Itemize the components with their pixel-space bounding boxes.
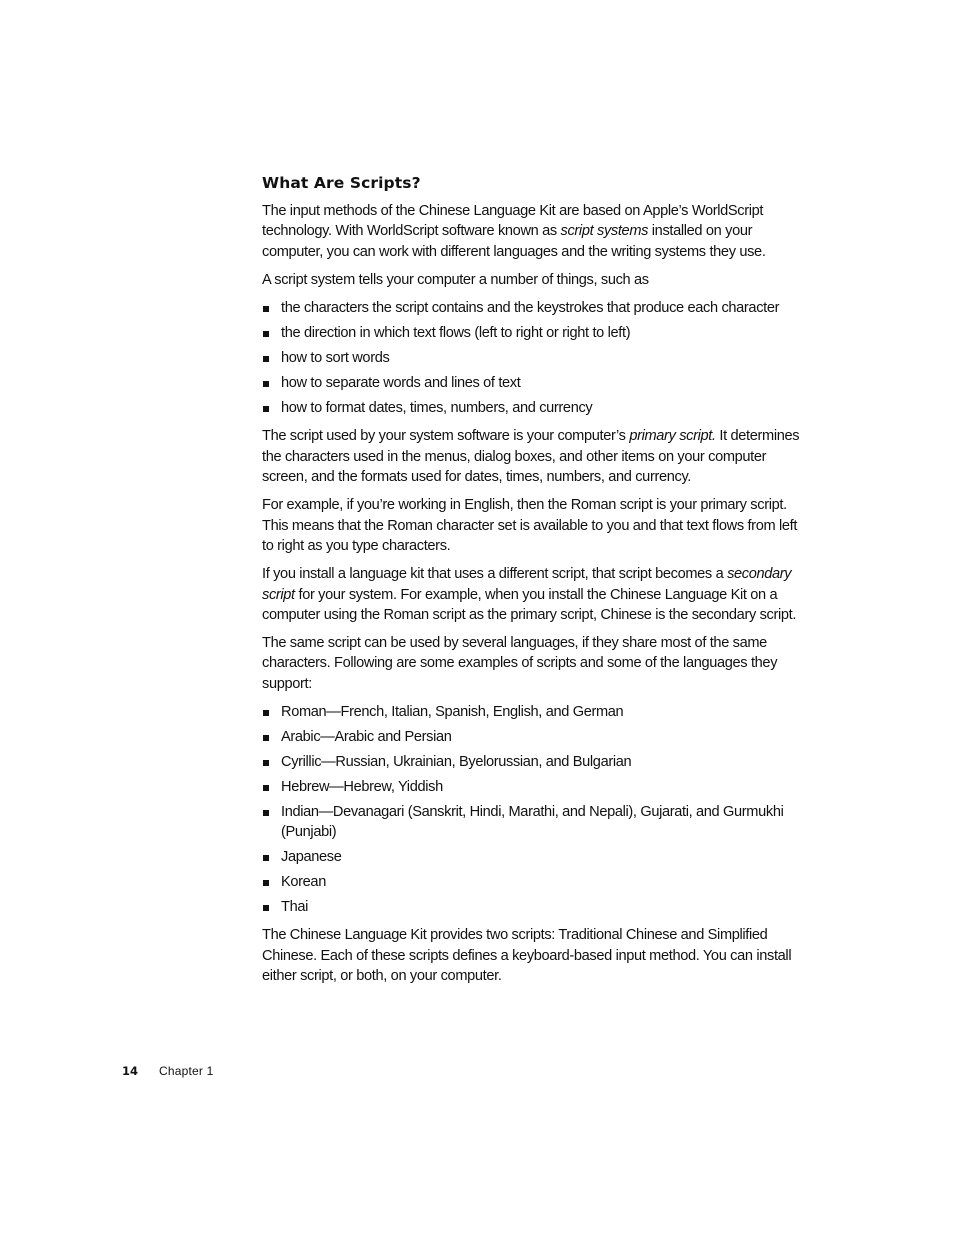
- list-item: Cyrillic—Russian, Ukrainian, Byelorussian, and Bulgarian: [262, 752, 807, 772]
- list-item: the characters the script contains and the keystrokes that produce each character: [262, 298, 807, 318]
- bullet-square-icon: [263, 331, 269, 337]
- list-item: Arabic—Arabic and Persian: [262, 727, 807, 747]
- bullet-square-icon: [263, 785, 269, 791]
- paragraph-text: The input methods of the Chinese Language Kit are based on Apple’s WorldScript technology. With WorldScript software known as: [262, 203, 764, 240]
- paragraph-text: installed on your computer, you can work with different languages and the writing systems they use.: [262, 223, 766, 260]
- page-footer: [122, 1063, 214, 1079]
- paragraph-intro: [262, 201, 807, 262]
- bullet-square-icon: [263, 406, 269, 412]
- paragraph-script-system: A script system tells your computer a number of things, such as: [262, 271, 649, 288]
- bullet-square-icon: [263, 735, 269, 741]
- section-heading: What Are Scripts?: [262, 174, 421, 192]
- paragraph-chinese-kit: The Chinese Language Kit provides two scripts: Traditional Chinese and Simplified Chinese. Each of these scripts defines a keyboard-based input method. You can install either script, or both, on your computer.: [262, 927, 792, 985]
- page-content: [262, 173, 807, 994]
- paragraph-example-english: For example, if you’re working in English, then the Roman script is your primary script. This means that the Roman character set is available to you and that text flows from left to right as you type characters.: [262, 497, 798, 554]
- paragraph-text: If you install a language kit that uses a different script, that script becomes a: [262, 566, 728, 583]
- bullet-square-icon: [263, 710, 269, 716]
- list-item: Roman—French, Italian, Spanish, English, and German: [262, 702, 807, 722]
- paragraph-shared-scripts: The same script can be used by several languages, if they share most of the same characters. Following are some examples of scripts and some of the languages they support:: [262, 635, 778, 692]
- term-secondary-script: secondary script: [262, 566, 792, 603]
- bullet-square-icon: [263, 810, 269, 816]
- paragraph-primary-script: [262, 426, 807, 487]
- term-primary-script: primary script.: [629, 428, 716, 445]
- bullet-square-icon: [263, 905, 269, 911]
- list-item: how to format dates, times, numbers, and currency: [262, 398, 807, 418]
- script-info-list: [262, 298, 807, 418]
- list-item: how to separate words and lines of text: [262, 373, 807, 393]
- list-item: Indian—Devanagari (Sanskrit, Hindi, Marathi, and Nepali), Gujarati, and Gurmukhi (Punjabi): [262, 802, 807, 843]
- page-number: 14: [122, 1064, 139, 1078]
- bullet-square-icon: [263, 760, 269, 766]
- list-item: how to sort words: [262, 348, 807, 368]
- bullet-square-icon: [263, 381, 269, 387]
- paragraph-secondary-script: [262, 564, 807, 625]
- bullet-square-icon: [263, 356, 269, 362]
- list-item: the direction in which text flows (left to right or right to left): [262, 323, 807, 343]
- list-item: Hebrew—Hebrew, Yiddish: [262, 777, 807, 797]
- bullet-square-icon: [263, 855, 269, 861]
- paragraph-text: The script used by your system software is your computer’s: [262, 428, 630, 445]
- list-item: Thai: [262, 897, 807, 917]
- script-examples-list: [262, 702, 807, 917]
- bullet-square-icon: [263, 306, 269, 312]
- bullet-square-icon: [263, 880, 269, 886]
- paragraph-text: for your system. For example, when you install the Chinese Language Kit on a computer using the Roman script as the primary script, Chinese is the secondary script.: [262, 586, 797, 623]
- paragraph-text: It determines the characters used in the menus, dialog boxes, and other items on your computer screen, and the formats used for dates, times, numbers, and currency.: [262, 428, 800, 486]
- term-script-systems: script systems: [560, 223, 649, 240]
- list-item: Korean: [262, 872, 807, 892]
- chapter-label: Chapter 1: [159, 1064, 214, 1078]
- list-item: Japanese: [262, 847, 807, 867]
